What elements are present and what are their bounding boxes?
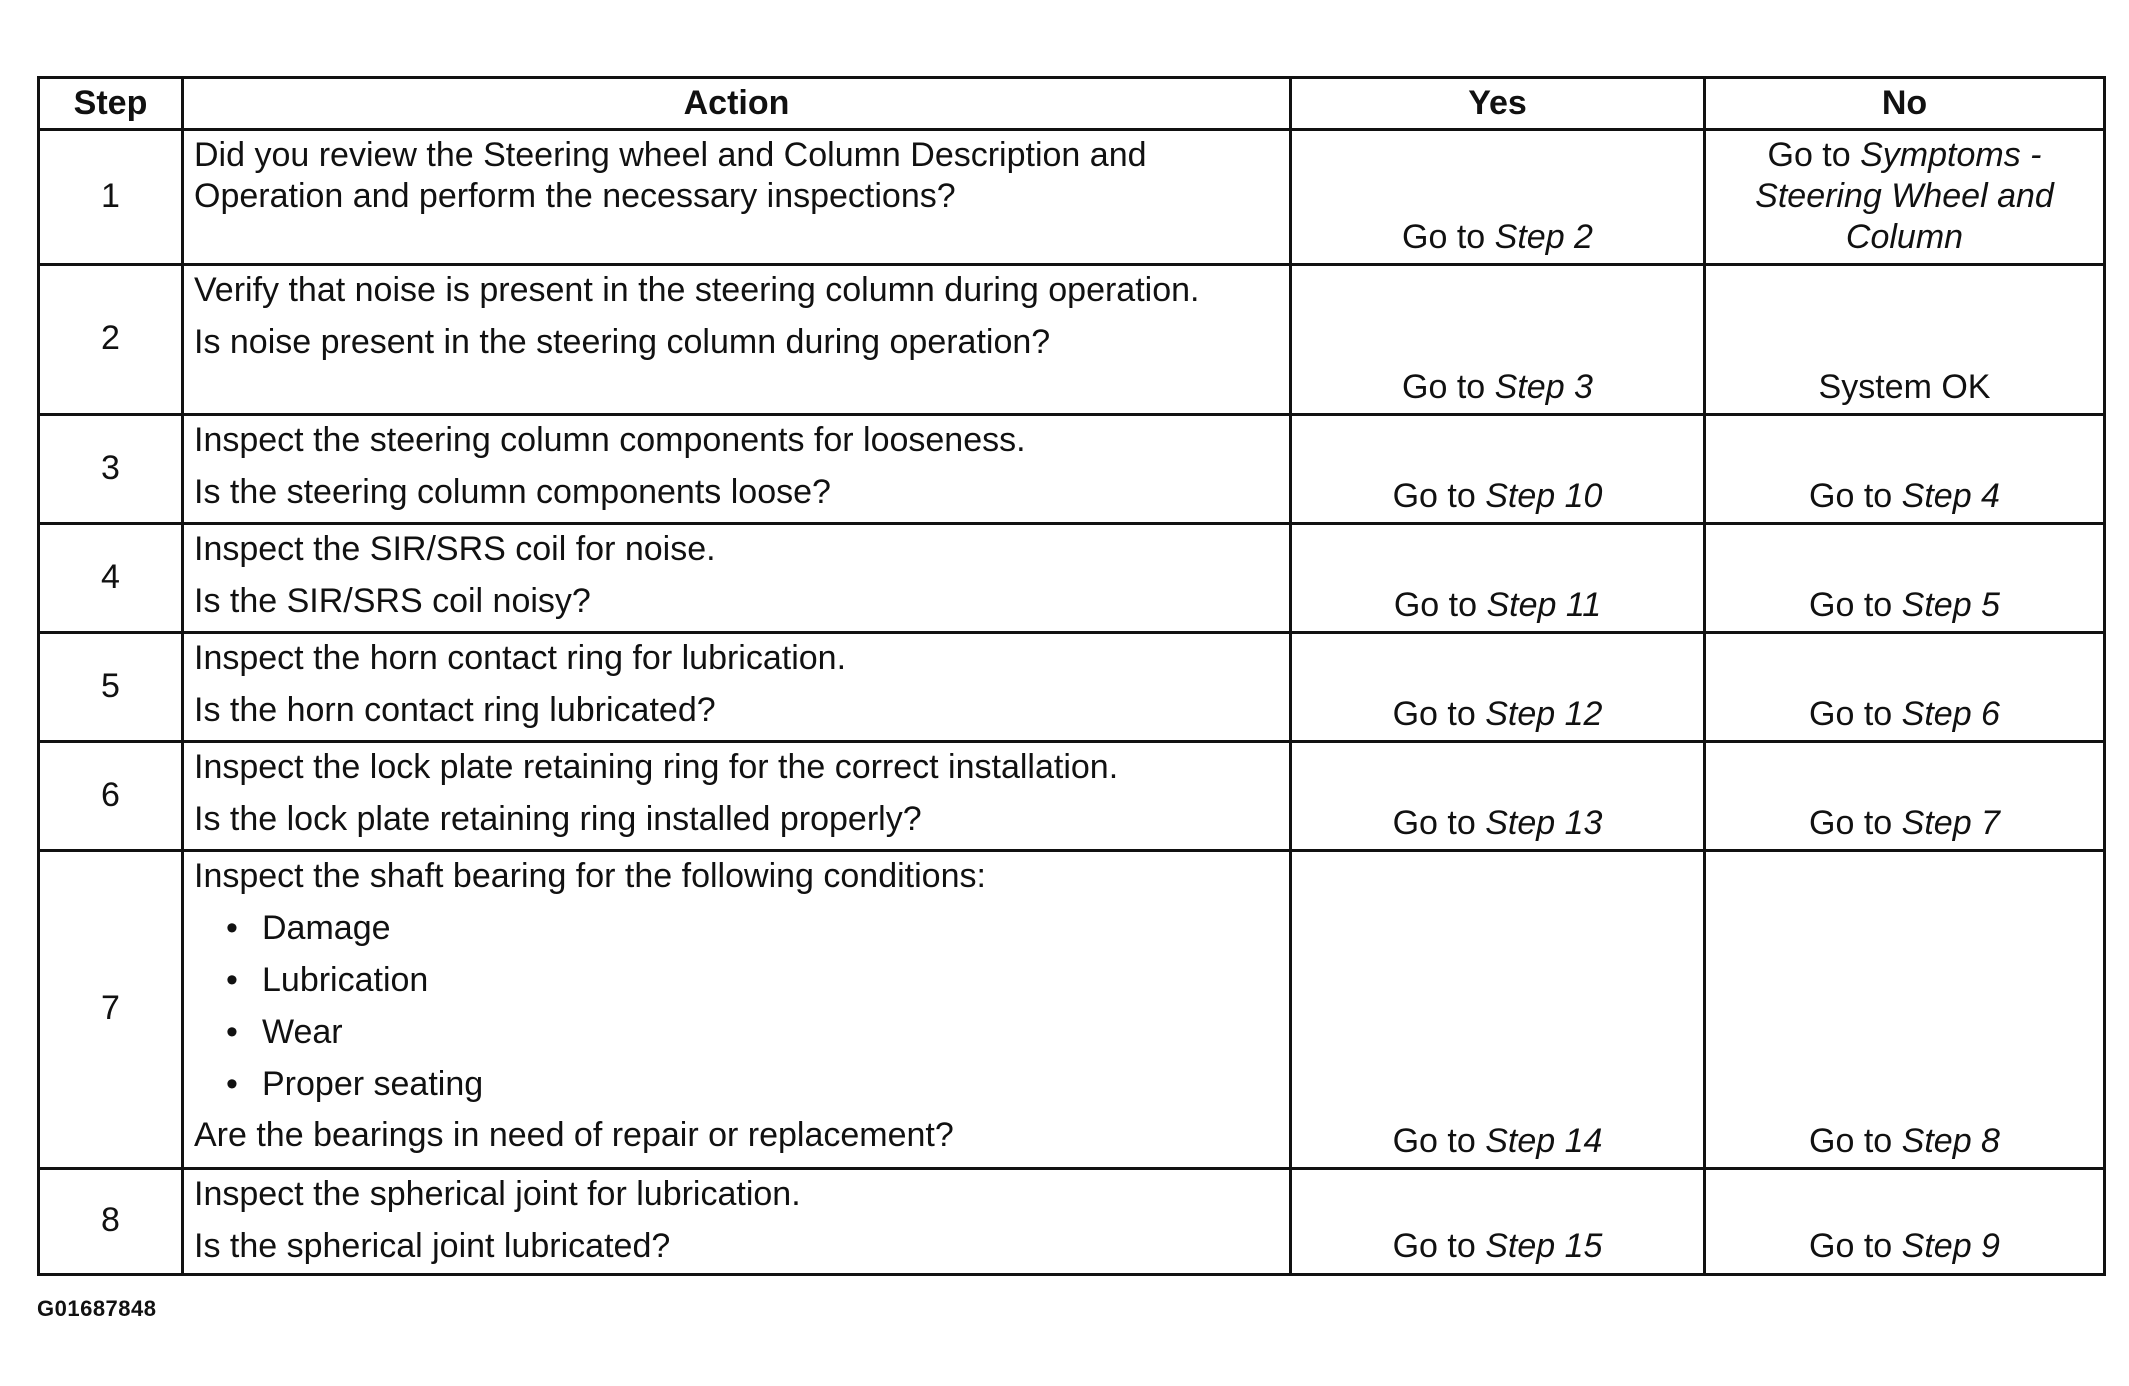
yes-cell (1291, 742, 1705, 851)
no-step-ref: Step 6 (1901, 694, 2000, 733)
condition-list (194, 908, 1279, 1104)
yes-step-ref: Step 2 (1494, 217, 1593, 256)
action-text: Inspect the SIR/SRS coil for noise. (194, 530, 716, 569)
action-question: Is noise present in the steering column during operation? (194, 323, 1051, 362)
no-step-ref: Step 5 (1901, 585, 2000, 624)
no-cell (1705, 524, 2105, 633)
yes-step-ref: Step 12 (1485, 694, 1603, 733)
step-number: 3 (39, 415, 183, 524)
action-question: Is the lock plate retaining ring installed properly? (194, 800, 922, 839)
step-number: 2 (39, 265, 183, 415)
action-text: Inspect the steering column components for looseness. (194, 421, 1026, 460)
list-item: • Damage (226, 908, 1279, 949)
step-number: 1 (39, 130, 183, 265)
no-cell (1705, 265, 2105, 415)
header-yes: Yes (1291, 78, 1705, 130)
list-item: • Proper seating (226, 1064, 1279, 1105)
action-text: Verify that noise is present in the steering column during operation. (194, 271, 1200, 310)
yes-step-ref: Step 3 (1494, 367, 1593, 406)
list-item: • Wear (226, 1012, 1279, 1053)
yes-prefix: Go to (1402, 217, 1486, 256)
action-cell (183, 851, 1291, 1169)
table-row (39, 742, 2105, 851)
figure-id: G01687848 (37, 1296, 157, 1321)
action-cell (183, 130, 1291, 265)
action-text: Inspect the horn contact ring for lubrication. (194, 639, 847, 678)
yes-cell (1291, 633, 1705, 742)
step-number: 7 (39, 851, 183, 1169)
table-row (39, 851, 2105, 1169)
table-row (39, 415, 2105, 524)
diagnostic-table (37, 76, 2106, 1276)
yes-cell (1291, 524, 1705, 633)
header-no: No (1705, 78, 2105, 130)
table-row (39, 524, 2105, 633)
header-step: Step (39, 78, 183, 130)
no-ref-line: Steering Wheel and (1755, 176, 2054, 215)
table-row (39, 265, 2105, 415)
yes-step-ref: Step 11 (1486, 585, 1602, 624)
no-prefix: Go to (1809, 694, 1893, 733)
action-text: Did you review the Steering wheel and Column Description and Operation and perform the necessary inspections? (194, 136, 1147, 215)
yes-step-ref: Step 14 (1485, 1121, 1603, 1160)
action-cell (183, 415, 1291, 524)
action-cell (183, 265, 1291, 415)
action-question: Is the SIR/SRS coil noisy? (194, 582, 591, 621)
action-text: Inspect the spherical joint for lubrication. (194, 1175, 801, 1214)
action-cell (183, 524, 1291, 633)
no-cell (1705, 851, 2105, 1169)
no-ref-line: Symptoms - (1860, 136, 2042, 174)
no-cell (1705, 1169, 2105, 1275)
no-cell (1705, 633, 2105, 742)
yes-prefix: Go to (1392, 476, 1476, 515)
no-step-ref: Step 4 (1901, 476, 2000, 515)
yes-cell (1291, 130, 1705, 265)
action-question: Is the spherical joint lubricated? (194, 1227, 671, 1266)
table-row (39, 1169, 2105, 1275)
yes-step-ref: Step 10 (1485, 476, 1603, 515)
yes-cell (1291, 265, 1705, 415)
yes-prefix: Go to (1392, 1227, 1476, 1266)
action-text: Inspect the lock plate retaining ring for the correct installation. (194, 748, 1119, 787)
header-row (39, 78, 2105, 130)
no-cell (1705, 742, 2105, 851)
yes-prefix: Go to (1392, 694, 1476, 733)
yes-prefix: Go to (1402, 367, 1486, 406)
no-step-ref: Step 9 (1901, 1227, 2000, 1266)
yes-prefix: Go to (1392, 1121, 1476, 1160)
no-cell (1705, 130, 2105, 265)
action-question: Is the steering column components loose? (194, 473, 831, 512)
step-number: 4 (39, 524, 183, 633)
step-number: 8 (39, 1169, 183, 1275)
yes-prefix: Go to (1392, 803, 1476, 842)
header-action: Action (183, 78, 1291, 130)
no-step-ref: Step 7 (1901, 803, 2000, 842)
yes-step-ref: Step 15 (1485, 1227, 1603, 1266)
no-cell (1705, 415, 2105, 524)
yes-cell (1291, 415, 1705, 524)
table-row (39, 130, 2105, 265)
yes-cell (1291, 851, 1705, 1169)
action-cell (183, 633, 1291, 742)
list-item: • Lubrication (226, 960, 1279, 1001)
step-number: 5 (39, 633, 183, 742)
yes-step-ref: Step 13 (1485, 803, 1603, 842)
action-question: Is the horn contact ring lubricated? (194, 691, 716, 730)
no-prefix: Go to (1809, 476, 1893, 515)
no-prefix: Go to (1767, 136, 1851, 174)
step-number: 6 (39, 742, 183, 851)
yes-cell (1291, 1169, 1705, 1275)
no-prefix: Go to (1809, 1121, 1893, 1160)
no-prefix: Go to (1809, 585, 1893, 624)
table-row (39, 633, 2105, 742)
no-step-ref: Step 8 (1901, 1121, 2000, 1160)
action-cell (183, 742, 1291, 851)
action-cell (183, 1169, 1291, 1275)
no-text: System OK (1818, 367, 1991, 406)
action-question: Are the bearings in need of repair or replacement? (194, 1116, 954, 1155)
yes-prefix: Go to (1393, 585, 1478, 624)
no-ref-line: Column (1845, 217, 1964, 256)
no-prefix: Go to (1809, 803, 1893, 842)
no-prefix: Go to (1809, 1227, 1893, 1266)
action-text: Inspect the shaft bearing for the following conditions: (194, 857, 986, 896)
